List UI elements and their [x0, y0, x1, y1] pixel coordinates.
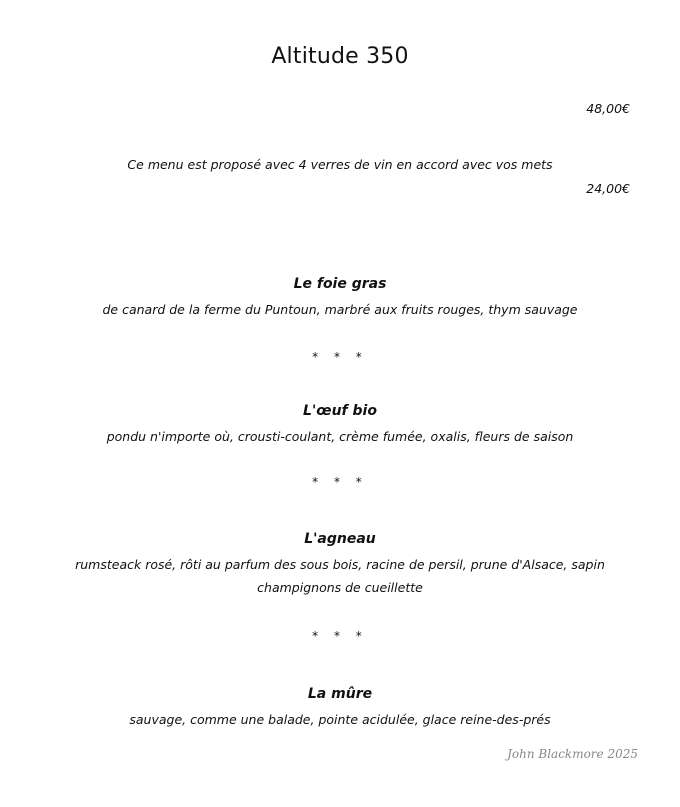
course-description: pondu n'importe où, crousti-coulant, crème fumée, oxalis, fleurs de saison — [106, 429, 574, 444]
course-description: sauvage, comme une balade, pointe acidulée, glace reine-des-prés — [129, 712, 551, 727]
course-mure — [0, 684, 680, 731]
course-description: rumsteack rosé, rôti au parfum des sous bois, racine de persil, prune d'Alsace, sapin champignons de cueillette — [75, 557, 605, 595]
menu-price: 48,00€ — [586, 101, 630, 116]
course-oeuf-bio — [0, 401, 680, 448]
course-description: de canard de la ferme du Puntoun, marbré aux fruits rouges, thym sauvage — [102, 302, 578, 317]
course-name: Le foie gras — [293, 276, 387, 292]
author-signature: John Blackmore 2025 — [507, 747, 638, 761]
wine-pairing-price: 24,00€ — [586, 181, 630, 196]
wine-pairing-note: Ce menu est proposé avec 4 verres de vin en accord avec vos mets — [127, 157, 553, 172]
course-separator: * * * — [312, 350, 368, 364]
course-agneau — [0, 529, 680, 599]
menu-title: Altitude 350 — [271, 44, 409, 69]
course-separator: * * * — [312, 629, 368, 643]
course-separator: * * * — [312, 475, 368, 489]
course-name: L'œuf bio — [303, 403, 377, 419]
course-name: La mûre — [307, 686, 373, 702]
course-name: L'agneau — [304, 531, 376, 547]
course-foie-gras — [0, 274, 680, 321]
